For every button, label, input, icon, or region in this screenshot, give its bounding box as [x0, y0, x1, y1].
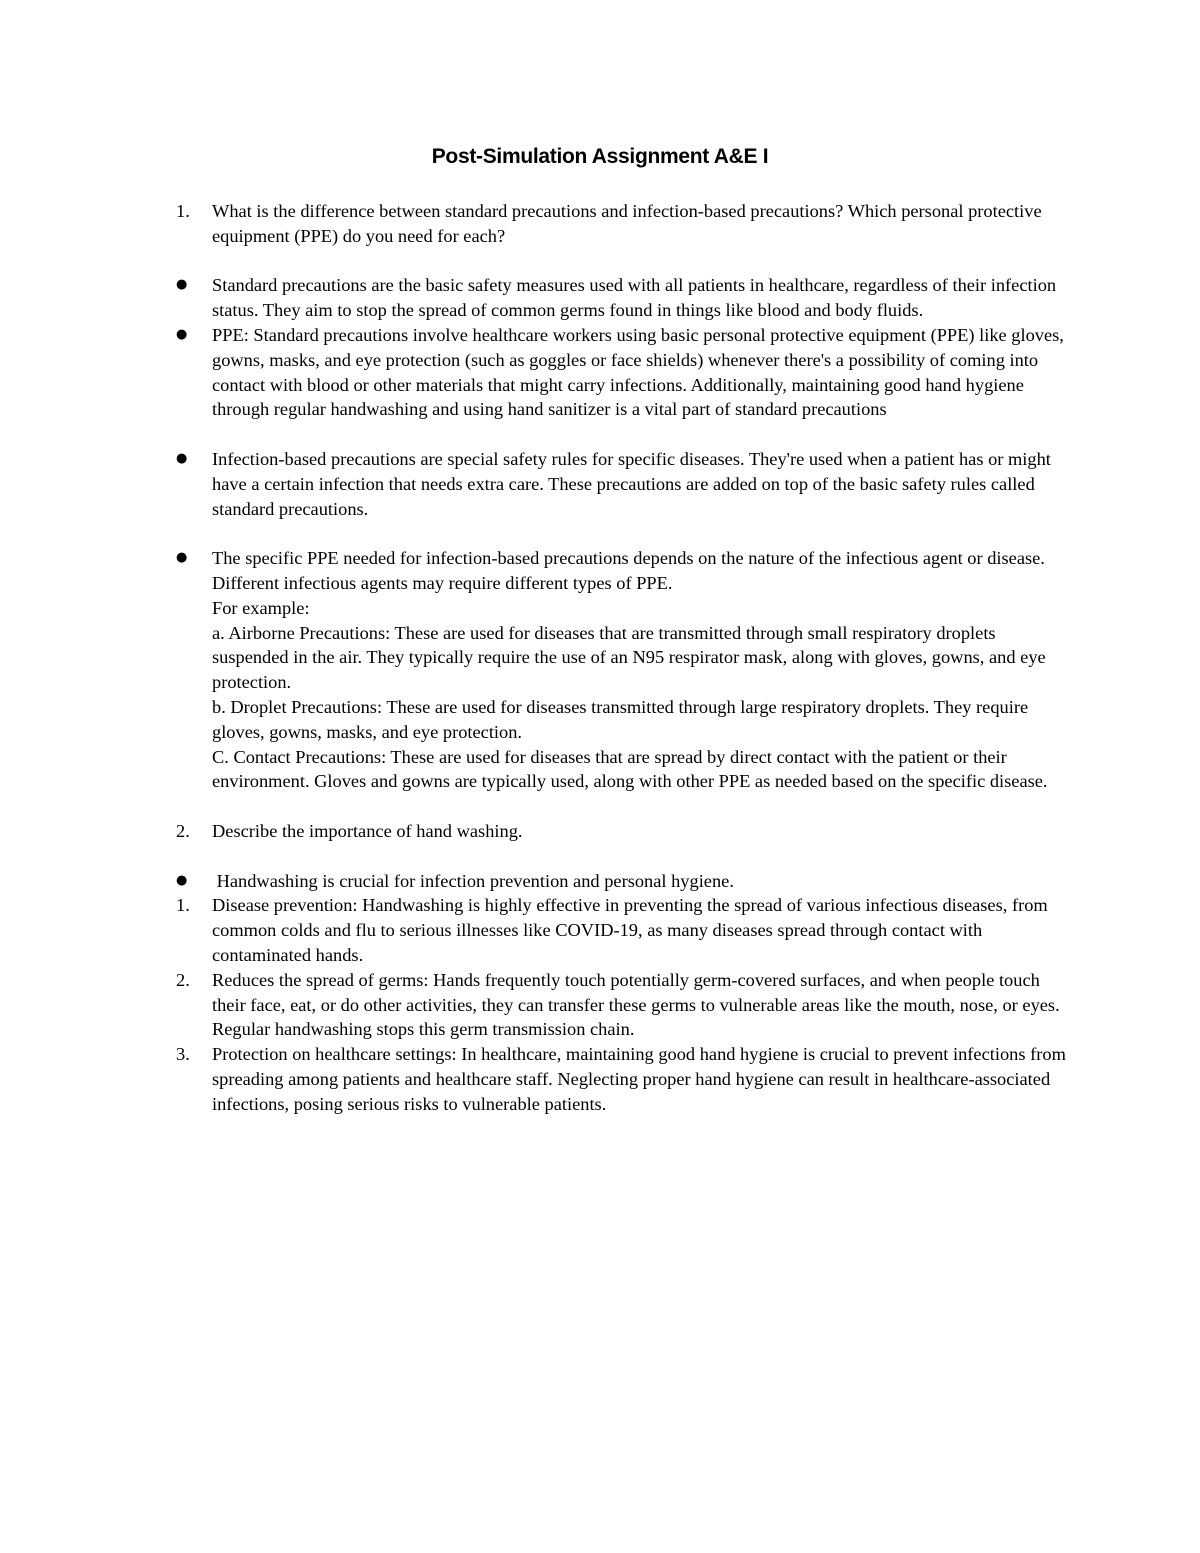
spacer: [0, 521, 1200, 546]
ppe-intro-text: The specific PPE needed for infection-based precautions depends on the nature of the infectious agent or disease. Different infectious agents may require different types of PPE.: [212, 548, 1045, 593]
numbered-item-text: Reduces the spread of germs: Hands frequently touch potentially germ-covered surfaces, and when people touch their face, eat, or do other activities, they can transfer these germs to vulnerable areas like the mouth, nose, or eyes. Regular handwashing stops this germ transmission chain.: [212, 969, 1060, 1040]
ppe-example-label: For example:: [212, 597, 310, 618]
question-1-text: What is the difference between standard precautions and infection-based precautions? Which personal protective equipment (PPE) do you need for each?: [212, 201, 1042, 246]
bullet-icon: ●: [176, 450, 188, 466]
numbered-item-text: Disease prevention: Handwashing is highly effective in preventing the spread of various infectious diseases, from common colds and flu to serious illnesses like COVID-19, as many diseases spread through contact with contaminated hands.: [212, 895, 1048, 965]
list-item: [0, 869, 1070, 894]
numbered-item: [0, 968, 1070, 1042]
list-item-text: Handwashing is crucial for infection prevention and personal hygiene.: [212, 870, 734, 891]
spacer: [0, 794, 1200, 819]
numbered-item-text: Protection on healthcare settings: In healthcare, maintaining good hand hygiene is crucial to prevent infections from spreading among patients and healthcare staff. Neglecting proper hand hygiene can result in healthcare-associated infections, posing serious risks to vulnerable patients.: [212, 1044, 1066, 1114]
document-body: [0, 199, 1200, 1116]
ppe-airborne-text: a. Airborne Precautions: These are used for diseases that are transmitted through small respiratory droplets suspended in the air. They typically require the use of an N95 respirator mask, along with gloves, gowns, and eye protection.: [212, 622, 1046, 693]
spacer: [0, 249, 1200, 274]
question-2: [0, 819, 1070, 844]
spacer: [0, 422, 1200, 447]
list-item: [0, 323, 1070, 422]
question-2-text: Describe the importance of hand washing.: [212, 820, 523, 841]
list-item: [0, 447, 1070, 521]
list-item-ppe: [0, 546, 1070, 794]
bullet-icon: ●: [176, 550, 188, 566]
bullet-icon: ●: [176, 326, 188, 342]
list-item-text: Infection-based precautions are special safety rules for specific diseases. They're used when a patient has or might have a certain infection that needs extra care. These precautions are added on top of the basic safety rules called standard precautions.: [212, 448, 1051, 519]
list-item-text: Standard precautions are the basic safety measures used with all patients in healthcare, regardless of their infection status. They aim to stop the spread of common germs found in things like blood and body fluids.: [212, 275, 1057, 321]
numbered-item-number: 1.: [176, 895, 190, 916]
bullet-icon: ●: [176, 277, 188, 293]
ppe-droplet-text: b. Droplet Precautions: These are used for diseases transmitted through large respiratory droplets. They require gloves, gowns, masks, and eye protection.: [212, 696, 1029, 742]
ppe-contact-text: C. Contact Precautions: These are used for diseases that are spread by direct contact with the patient or their environment. Gloves and gowns are typically used, along with other PPE as needed based on the specific disease.: [212, 746, 1048, 792]
numbered-item-number: 2.: [176, 969, 190, 990]
question-1-number: 1.: [176, 201, 190, 221]
list-item-text: PPE: Standard precautions involve healthcare workers using basic personal protective equipment (PPE) like gloves, gowns, masks, and eye protection (such as goggles or face shields) whenever there's a possibility of coming into contact with blood or other materials that might carry infections. Additionally, maintaining good hand hygiene through regular handwashing and using hand sanitizer is a vital part of standard precautions: [212, 324, 1064, 420]
bullet-icon: ●: [176, 872, 188, 888]
numbered-item-number: 3.: [176, 1044, 190, 1065]
numbered-item: [0, 893, 1070, 967]
spacer: [0, 844, 1200, 869]
list-item: [0, 273, 1070, 323]
question-2-number: 2.: [176, 820, 190, 841]
numbered-item: [0, 1042, 1070, 1116]
page-title: Post-Simulation Assignment A&E I: [431, 145, 769, 168]
question-1: [0, 199, 1070, 249]
